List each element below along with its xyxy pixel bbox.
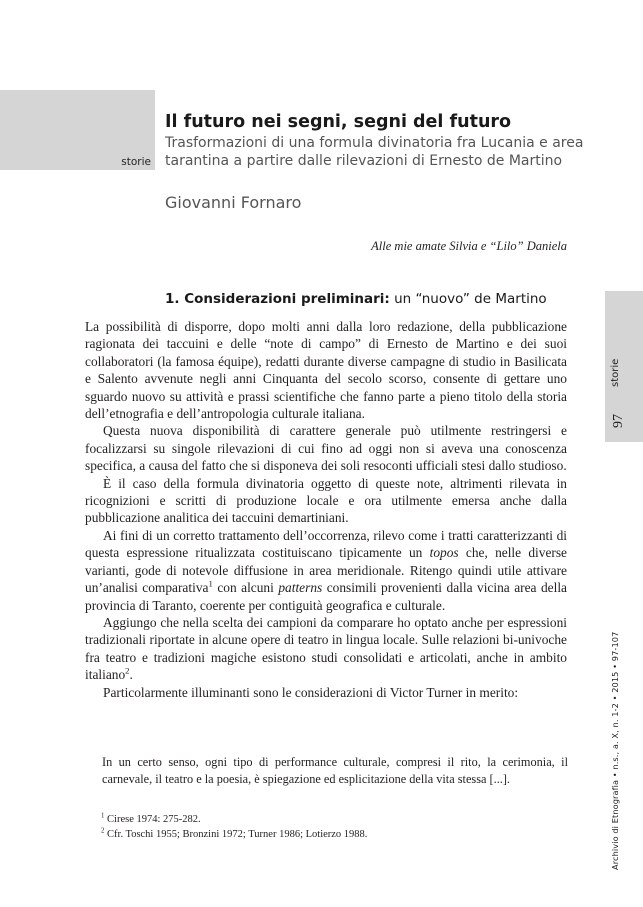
paragraph-5 [85,614,567,684]
section-heading [165,291,547,307]
journal-reference: Archivio di Etnografia • n.s., a. X, n. 1-2 • 2015 • 97-107 [610,631,620,870]
footnote-text: Cirese 1974: 275-282. [107,814,201,825]
footnotes [101,812,367,842]
p4-text-b: che, nelle diverse varianti, gode di notevole diffusione in area meridionale. Ritengo quindi utile attivare un’analisi comparativa [85,545,568,596]
paragraph-2: Questa nuova disponibilità di carattere generale può utilmente restringersi e focalizzarsi su singole rilevazioni di cui fino ad oggi non si aveva una conoscenza specifica, a causa del fatto che si disponeva dei soli resoconti ufficiali stesi dallo studioso. [85,423,567,474]
side-tab-label: storie [610,358,621,387]
article-author: Giovanni Fornaro [165,193,302,212]
page-number: 97 [611,414,626,428]
p4-patterns: patterns [278,580,323,596]
paragraph-3: È il caso della formula divinatoria oggetto di queste note, altrimenti rilevata in ricognizioni e scritti di produzione locale e ora utilmente emersa anche dalla pubblicazione analitica dei taccuini demartiniani. [85,475,567,526]
footnote [101,827,367,842]
article-header [165,111,585,212]
footnote-ref-2[interactable]: 2 [125,665,130,676]
section-heading-title: un “nuovo” de Martino [394,291,547,307]
section-heading-number: 1. Considerazioni preliminari: [165,291,390,307]
article-body [85,318,567,701]
paragraph-4 [85,527,567,614]
p5-text-b: . [129,667,133,683]
p5-text-a: Aggiungo che nella scelta dei campioni da comparare ho optato anche per espressioni tradizionali riportate in alcune opere di teatro in lingua locale. Sulle relazioni bi-univoche fra teatro e tradizioni magiche esistono studi consolidati e articolati, anche in ambito italiano [85,614,567,683]
p4-text-d: consimili provenienti dalla vicina area della provincia di Taranto, coerente per contiguità geografica e culturale. [85,580,567,613]
footnote-text: Cfr. Toschi 1955; Bronzini 1972; Turner 1986; Lotierzo 1988. [107,829,368,840]
section-band [0,90,155,170]
paragraph-1: La possibilità di disporre, dopo molti anni dalla loro redazione, della pubblicazione ragionata dei taccuini e delle “note di campo” di Ernesto de Martino e dei suoi collaboratori (la famosa équipe), redatti durante diverse campagne di studio in Basilicata e Salento avvenute negli anni Cinquanta del secolo scorso, consente di gettare uno sguardo nuovo su attività e prassi scientifiche che fanno parte a pieno titolo della storia dell’etnografia e dell’antropologia culturale italiana. [85,319,567,422]
footnote-number: 2 [101,827,105,835]
footnote-ref-1[interactable]: 1 [208,578,213,589]
section-band-label: storie [121,156,151,168]
p4-topos: topos [429,545,459,561]
dedication: Alle mie amate Silvia e “Lilo” Daniela [371,239,567,253]
p4-text-a: Ai fini di un corretto trattamento dell’occorrenza, rilevo come i tratti caratterizzanti di questa espressione ritualizzata costituiscano tipicamente un [85,527,567,561]
paragraph-6: Particolarmente illuminanti sono le considerazioni di Victor Turner in merito: [103,684,519,700]
article-subtitle: Trasformazioni di una formula divinatoria fra Lucania e area tarantina a partire dalle rilevazioni di Ernesto de Martino [165,135,584,169]
p4-text-c: con alcuni [217,580,274,596]
article-title: Il futuro nei segni, segni del futuro [165,112,512,132]
side-tab [605,291,643,442]
footnote [101,812,367,827]
block-quote: In un certo senso, ogni tipo di performance culturale, compresi il rito, la cerimonia, il carnevale, il teatro e la poesia, è spiegazione ed esplicitazione della vita stessa [...]. [102,755,568,786]
footnote-number: 1 [101,812,105,820]
